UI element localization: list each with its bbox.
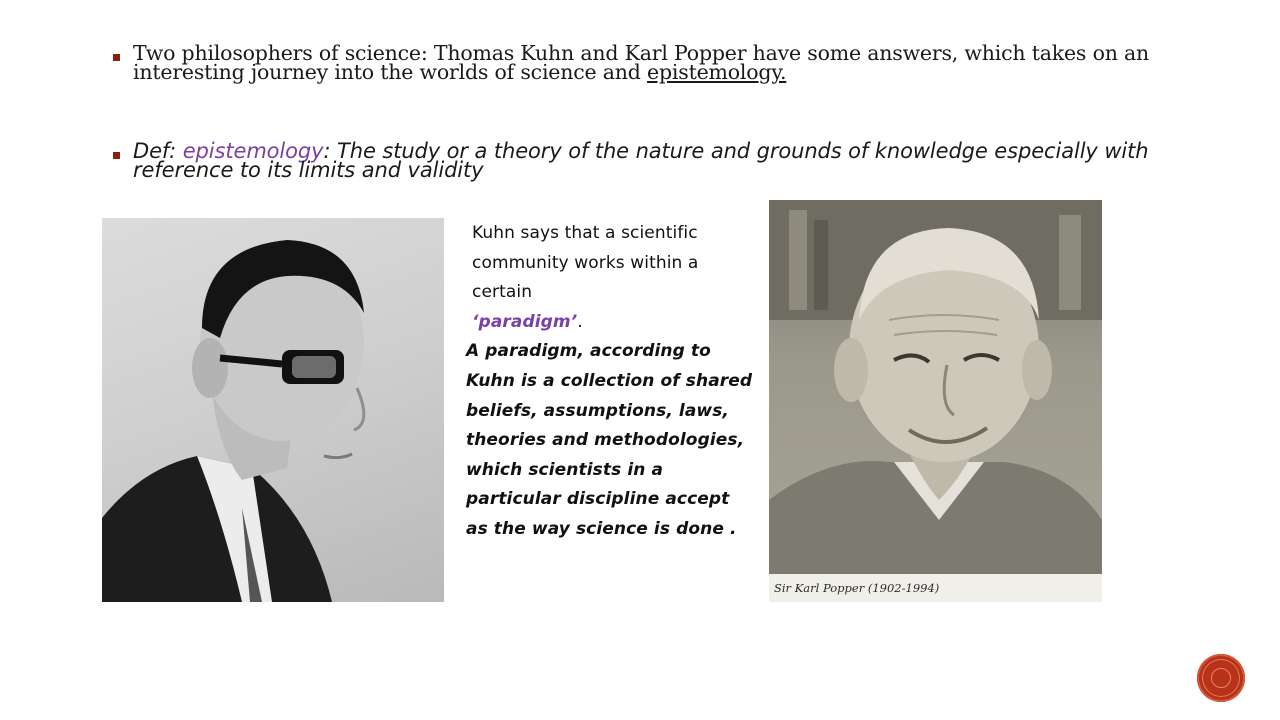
def-body: : The study or a theory of the nature and grounds of knowledge especially with reference to its limits and validity	[133, 139, 1149, 182]
paradigm-period: .	[577, 311, 583, 332]
popper-portrait	[769, 200, 1102, 602]
bullet-1-text: Two philosophers of science: Thomas Kuhn and Karl Popper have some answers, which takes on an interesting journey into the worlds of science and	[133, 41, 1150, 84]
paradigm-definition: A paradigm, according to Kuhn is a collection of shared beliefs, assumptions, laws, theories and methodologies, which scientists in a particular discipline accept as the way science is done .	[466, 341, 753, 539]
bullet-text	[133, 139, 1163, 182]
epistemology-link[interactable]: epistemology.	[647, 60, 787, 84]
bullet-philosophers	[113, 41, 1163, 84]
bullet-definition	[113, 139, 1163, 182]
def-term: epistemology	[182, 139, 324, 163]
kuhn-intro-text: Kuhn says that a scientific community works within a certain	[472, 223, 699, 303]
nav-button-ring-icon	[1211, 668, 1231, 688]
bullet-marker	[113, 54, 120, 61]
paradigm-term: ‘paradigm’	[472, 311, 578, 332]
next-slide-button[interactable]	[1197, 654, 1245, 702]
bullet-marker	[113, 152, 120, 159]
def-prefix: Def:	[133, 139, 183, 163]
popper-caption: Sir Karl Popper (1902-1994)	[774, 581, 940, 595]
kuhn-intro	[466, 219, 756, 337]
caption-strip	[769, 574, 1102, 602]
kuhn-paradigm-text	[466, 219, 756, 545]
kuhn-portrait	[102, 218, 444, 602]
bullet-text	[133, 41, 1163, 84]
